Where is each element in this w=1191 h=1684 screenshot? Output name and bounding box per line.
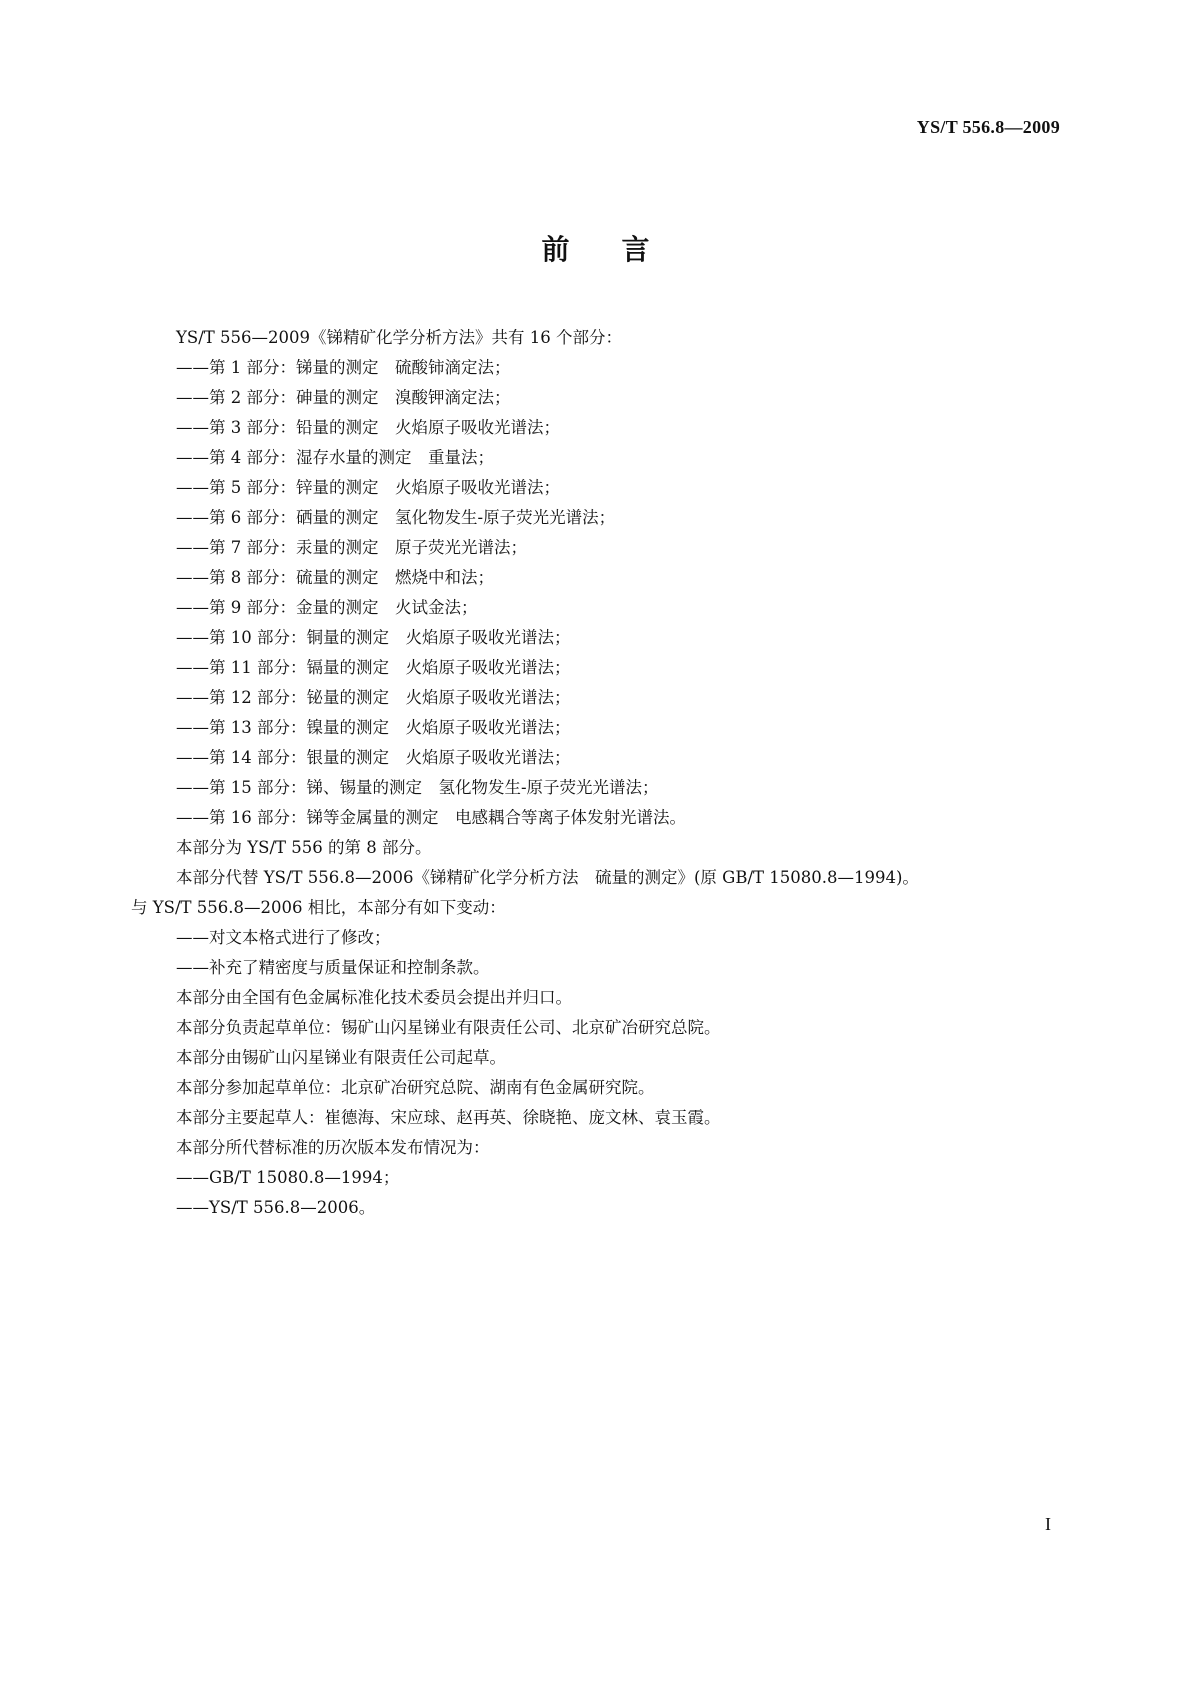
standard-code: YS/T 556.8—2009: [916, 117, 1060, 137]
page-title: 前言: [541, 233, 702, 266]
list-item: ——第 10 部分：铜量的测定 火焰原子吸收光谱法；: [176, 628, 571, 647]
paragraph-line: 本部分为 YS/T 556 的第 8 部分。: [176, 838, 432, 857]
list-item: ——第 9 部分：金量的测定 火试金法；: [176, 598, 478, 617]
paragraph-line: 本部分参加起草单位：北京矿冶研究总院、湖南有色金属研究院。: [176, 1078, 655, 1097]
list-item: ——第 8 部分：硫量的测定 燃烧中和法；: [176, 568, 494, 587]
list-item: ——第 6 部分：硒量的测定 氢化物发生-原子荧光光谱法；: [176, 508, 616, 527]
paragraph-line: 本部分由锡矿山闪星锑业有限责任公司起草。: [176, 1048, 506, 1067]
foreword-body: [131, 323, 1061, 1223]
list-item: ——YS/T 556.8—2006。: [176, 1198, 376, 1217]
list-item: ——补充了精密度与质量保证和控制条款。: [176, 958, 490, 977]
paragraph-line: 与 YS/T 556.8—2006 相比，本部分有如下变动：: [131, 898, 506, 917]
paragraph-line: 本部分负责起草单位：锡矿山闪星锑业有限责任公司、北京矿冶研究总院。: [176, 1018, 721, 1037]
list-item: ——第 5 部分：锌量的测定 火焰原子吸收光谱法；: [176, 478, 560, 497]
list-item: ——第 15 部分：锑、锡量的测定 氢化物发生-原子荧光光谱法；: [176, 778, 659, 797]
page-number: I: [1045, 1514, 1051, 1534]
list-item: ——GB/T 15080.8—1994；: [176, 1168, 400, 1187]
list-item: ——第 2 部分：砷量的测定 溴酸钾滴定法；: [176, 388, 511, 407]
paragraph-line: 本部分主要起草人：崔德海、宋应球、赵再英、徐晓艳、庞文林、袁玉霞。: [176, 1108, 721, 1127]
list-item: ——第 3 部分：铅量的测定 火焰原子吸收光谱法；: [176, 418, 560, 437]
list-item: ——第 11 部分：镉量的测定 火焰原子吸收光谱法；: [176, 658, 571, 677]
list-item: ——第 7 部分：汞量的测定 原子荧光光谱法；: [176, 538, 527, 557]
paragraph-line: 本部分由全国有色金属标准化技术委员会提出并归口。: [176, 988, 572, 1007]
list-item: ——第 14 部分：银量的测定 火焰原子吸收光谱法；: [176, 748, 571, 767]
list-item: ——第 4 部分：湿存水量的测定 重量法；: [176, 448, 494, 467]
paragraph-line: 本部分所代替标准的历次版本发布情况为：: [176, 1138, 490, 1157]
paragraph-line: 本部分代替 YS/T 556.8—2006《锑精矿化学分析方法 硫量的测定》(原 GB/T 15080.8—1994)。: [176, 868, 919, 887]
list-item: ——第 1 部分：锑量的测定 硫酸铈滴定法；: [176, 358, 511, 377]
paragraph-line: YS/T 556—2009《锑精矿化学分析方法》共有 16 个部分：: [176, 328, 622, 347]
list-item: ——第 13 部分：镍量的测定 火焰原子吸收光谱法；: [176, 718, 571, 737]
list-item: ——第 12 部分：铋量的测定 火焰原子吸收光谱法；: [176, 688, 571, 707]
list-item: ——第 16 部分：锑等金属量的测定 电感耦合等离子体发射光谱法。: [176, 808, 686, 827]
list-item: ——对文本格式进行了修改；: [176, 928, 391, 947]
